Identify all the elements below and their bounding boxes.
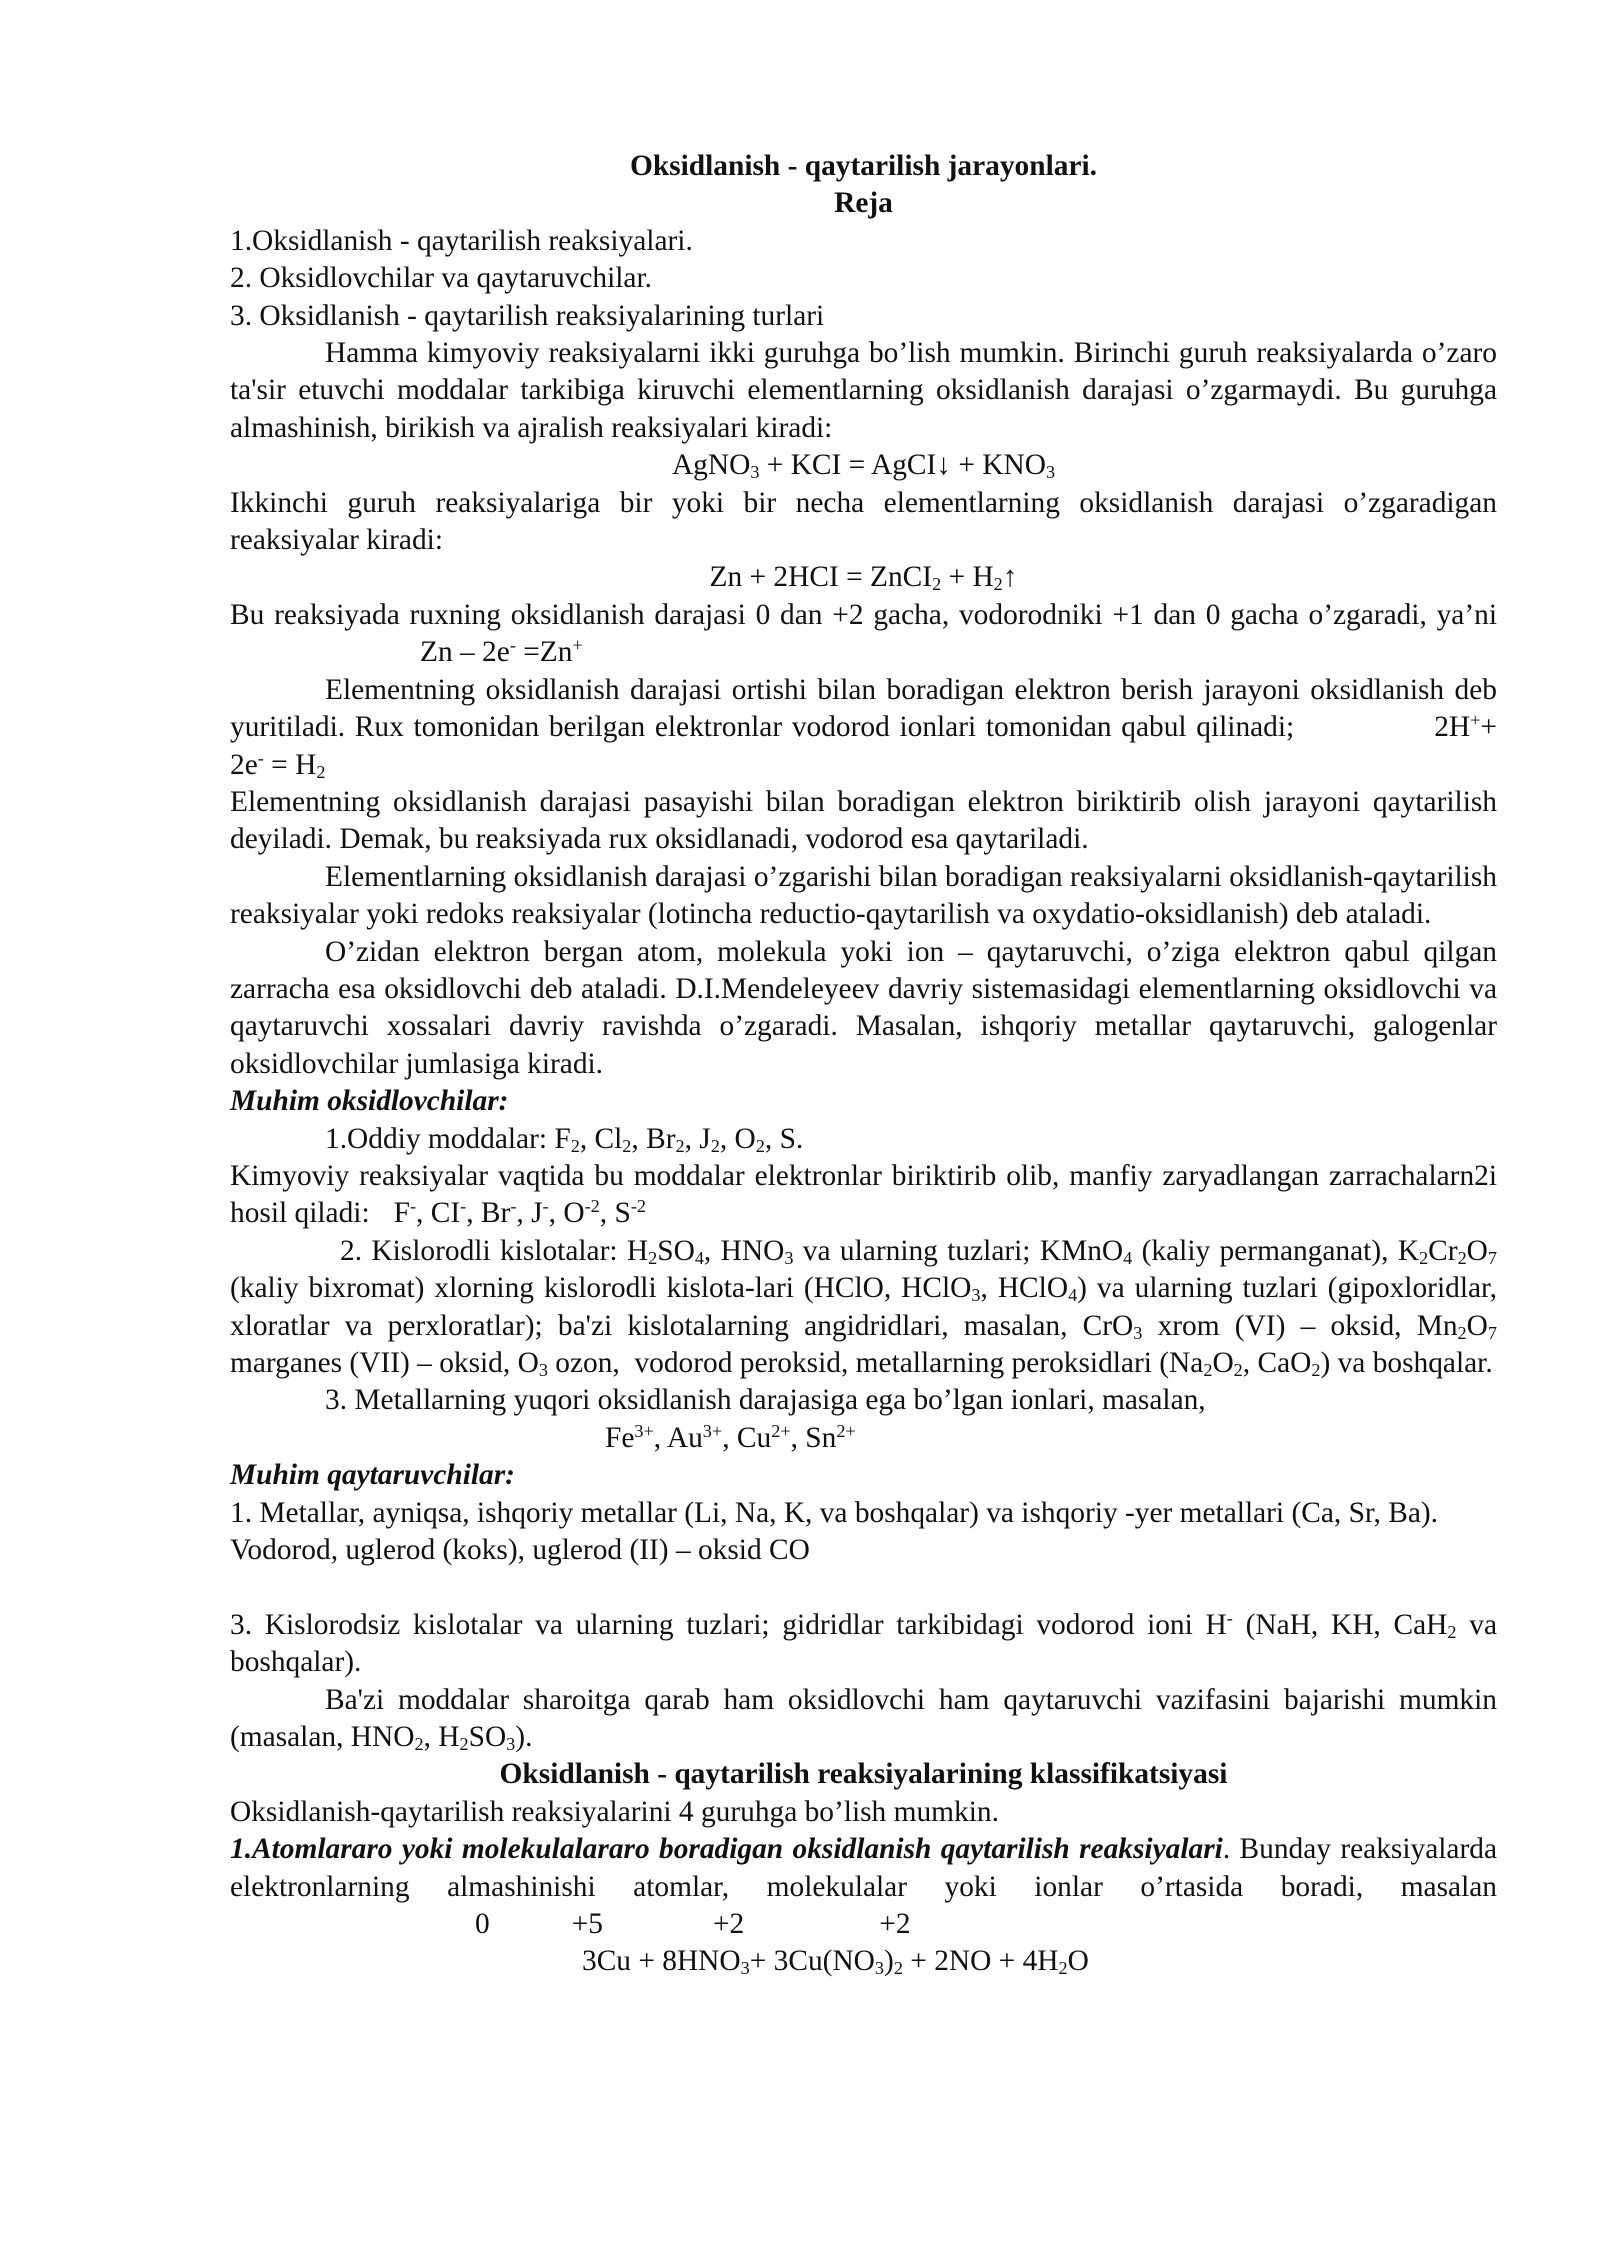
paragraph: Ba'zi moddalar sharoitga qarab ham oksidlovchi ham qaytaruvchi vazifasini bajarishi mumkin (masalan, $HNO_2$, $H_2SO_3$). — [230, 1683, 1497, 1755]
paragraph: Hamma kimyoviy reaksiyalarni ikki guruhga bo’lish mumkin. Birinchi guruh reaksiyalarda o’zaro ta'sir etuvchi moddalar tarkibiga kiruvchi elementlarning oksidlanish darajasi o’zgarmaydi. Bu guruhga almashinish, birikish va ajralish reaksiyalari kiradi: — [230, 337, 1497, 444]
metal-ions: $Fe^{3+}$, $Au^{3+}$, $Cu^{2+}$, $Sn^{2+}$ — [605, 1420, 856, 1454]
paragraph: Bu reaksiyada ruxning oksidlanish darajasi 0 dan +2 gacha, vodorodniki +1 dan 0 gacha o’zgaradi, ya’niZn – 2e- =Zn+ — [230, 598, 1497, 669]
reducers-heading: Muhim qaytaruvchilar: — [230, 1459, 515, 1492]
equation-zinc-hcl: Zn + 2HCI = ZnCI$_2$ + $H_2↑$ — [709, 561, 1018, 595]
paragraph: Oksidlanish-qaytarilish reaksiyalarini 4 guruhga bo’lish mumkin. — [230, 1795, 999, 1828]
oxidizer-item: 3. Metallarning yuqori oksidlanish darajasiga ega bo’lgan ionlari, masalan, — [325, 1384, 1206, 1417]
equation-agno3: AgNO$_3$ + KCI = AgCI↓ + $KNO_3$ — [671, 449, 1056, 483]
ion-list: F-, CI-, Br-, J-, $O^{-2}$, $S^{-2}$ — [393, 1196, 646, 1230]
reducer-item: Vodorod, uglerod (koks), uglerod (II) – oksid CO — [230, 1534, 810, 1567]
paragraph: Elementlarning oksidlanish darajasi o’zgarishi bilan boradigan reaksiyalarni oksidlanish-qaytarilish reaksiyalar yoki redoks reaksiyalar (lotincha reductio-qaytarilish va oxydatio-oksidlanish) deb ataladi. — [230, 860, 1497, 931]
plan-heading: Reja — [834, 187, 893, 220]
oxidizers-heading: Muhim oksidlovchilar: — [230, 1085, 509, 1118]
paragraph: Elementning oksidlanish darajasi ortishi bilan boradigan elektron berish jarayoni oksidlanish deb yuritiladi. Rux tomonidan berilgan elektronlar vodorod ionlari tomonidan qabul qilinadi; $2H^++ 2e^- = H_2$ — [230, 673, 1497, 782]
paragraph: Kimyoviy reaksiyalar vaqtida bu moddalar elektronlar biriktirib olib, manfiy zaryadlangan zarrachalarn2i hosil qiladi: F-, CI-, Br-, J-, $O^{-2}$, $S^{-2}$ — [230, 1159, 1497, 1230]
oxidation-states: 0 +5 +2 +2 — [475, 1908, 911, 1941]
paragraph: Ikkinchi guruh reaksiyalariga bir yoki bir necha elementlarning oksidlanish darajasi o’zgaradigan reaksiyalar kiradi: — [230, 486, 1497, 557]
plan-item: 1.Oksidlanish - qaytarilish reaksiyalari. — [230, 224, 693, 257]
equation-copper-nitric: $3Cu + 8HNO_3+ 3Cu(NO_3)_2 + 2NO + 4H_2O$ — [582, 1945, 1089, 1979]
paragraph: O’zidan elektron bergan atom, molekula yoki ion – qaytaruvchi, o’ziga elektron qabul qilgan zarracha esa oksidlovchi deb ataladi. D.I.Mendeleyeev davriy sistemasidagi elementlarning oksidlovchi va qaytaruvchi xossalari davriy ravishda o’zgaradi. Masalan, ishqoriy metallar qaytaruvchi, galogenlar oksidlovchilar jumlasiga kiradi. — [230, 935, 1497, 1080]
blank-line — [230, 1569, 1497, 1606]
plan-item: 2. Oksidlovchilar va qaytaruvchilar. — [230, 262, 652, 295]
oxidizer-item: 1.Oddiy moddalar: $F_2$, $Cl_2$, $Br_2$, $J_2$, $O_2$, S. — [325, 1122, 804, 1156]
plan-item: 3. Oksidlanish - qaytarilish reaksiyalarining turlari — [230, 299, 825, 332]
equation-hydrogen-reduction: $2H^++ 2e^- = H_2$ — [230, 710, 1497, 782]
document-title: Oksidlanish - qaytarilish jarayonlari. — [629, 150, 1098, 182]
reducer-item: 1. Metallar, ayniqsa, ishqoriy metallar (Li, Na, K, va boshqalar) va ishqoriy -yer metallari (Ca, Sr, Ba). — [230, 1496, 1439, 1529]
section-heading: Oksidlanish - qaytarilish reaksiyalarining klassifikatsiyasi — [499, 1758, 1228, 1791]
paragraph: 1.Atomlararo yoki molekulalararo boradigan oksidlanish qaytarilish reaksiyalari. Bunday reaksiyalarda elektronlarning almashinishi atomlar, molekulalar yoki ionlar o’rtasida boradi, masalan0 +5 +2 +2 — [230, 1833, 1497, 1941]
reducer-item: 3. Kislorodsiz kislotalar va ularning tuzlari; gidridlar tarkibidagi vodorod ioni H- (NaH, KH, CaH$_2$ va boshqalar). — [230, 1607, 1497, 1679]
oxidizer-item: 2. Kislorodli kislotalar: $H_2SO_4$, $HNO_3$ va ularning tuzlari; KMnO$_4$ (kaliy permanganat), $K_2Cr_2O_7$ (kaliy bixromat) xlorning kislorodli kislota-lari (HClO, HClO$_3$, HClO$_4$) va ularning tuzlari (gipoxloridlar, xloratlar va perxloratlar); ba'zi kislotalarning angidridlari, masalan, CrO$_3$ xrom (VI) – oksid, $Mn_2O_7$ marganes (VII) – oksid, $O_3$ ozon, vodorod peroksid, metallarning peroksidlari ($Na_2O_2$, CaO$_2$) va boshqalar. — [230, 1234, 1498, 1380]
paragraph: Elementning oksidlanish darajasi pasayishi bilan boradigan elektron biriktirib olish jarayoni qaytarilish deyiladi. Demak, bu reaksiyada rux oksidlanadi, vodorod esa qaytariladi. — [230, 785, 1497, 856]
equation-zinc-oxidation: Zn – 2e- =Zn+ — [420, 635, 583, 669]
